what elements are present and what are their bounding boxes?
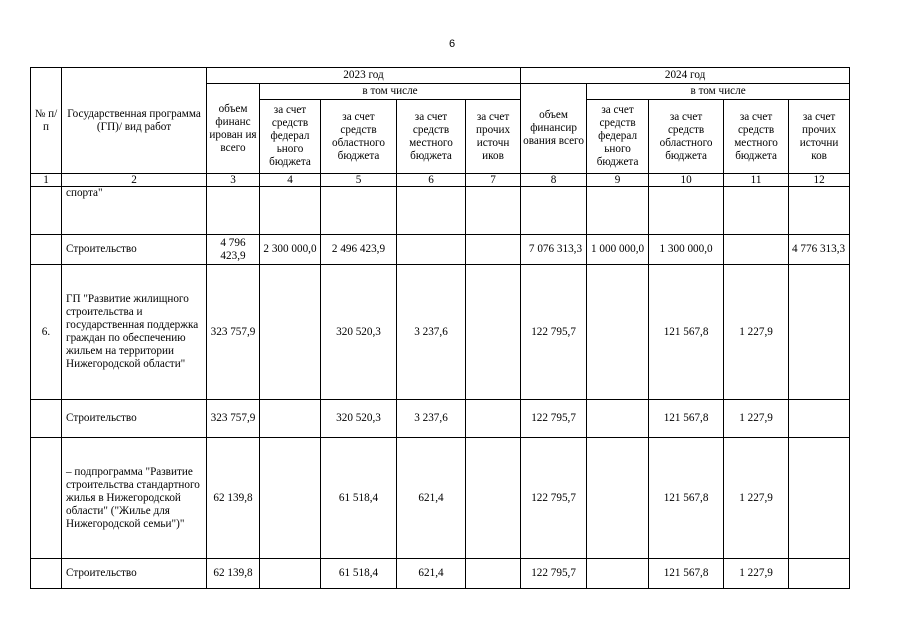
header-local-2023: за счет средств местного бюджета: [397, 100, 466, 174]
table-row: [31, 559, 850, 589]
cell: 62 139,8: [207, 559, 260, 589]
cell: 621,4: [397, 438, 466, 559]
row-num: [31, 438, 62, 559]
cell: [587, 400, 649, 438]
header-regional-2024: за счет средств областного бюджета: [649, 100, 724, 174]
cell: [397, 235, 466, 265]
cell: 320 520,3: [321, 265, 397, 400]
cell: 122 795,7: [521, 559, 587, 589]
table-row: [31, 187, 850, 235]
col-index: 8: [521, 174, 587, 187]
row-num: [31, 559, 62, 589]
cell: 122 795,7: [521, 400, 587, 438]
header-year-2023: 2023 год: [207, 68, 521, 84]
cell: 621,4: [397, 559, 466, 589]
cell: 1 227,9: [724, 265, 789, 400]
header-num: № п/п: [31, 68, 62, 174]
cell: 121 567,8: [649, 438, 724, 559]
cell: 1 000 000,0: [587, 235, 649, 265]
cell: [587, 438, 649, 559]
cell: [466, 559, 521, 589]
cell: [789, 265, 850, 400]
cell: 62 139,8: [207, 438, 260, 559]
cell: 1 227,9: [724, 559, 789, 589]
cell: [260, 265, 321, 400]
cell: [466, 235, 521, 265]
header-regional-2023: за счет средств областного бюджета: [321, 100, 397, 174]
cell: [789, 559, 850, 589]
cell: [466, 187, 521, 235]
header-other-2023: за счет прочих источн иков: [466, 100, 521, 174]
row-name: спорта": [62, 187, 207, 235]
col-index: 9: [587, 174, 649, 187]
col-index: 7: [466, 174, 521, 187]
col-index: 2: [62, 174, 207, 187]
cell: [724, 187, 789, 235]
cell: 1 227,9: [724, 400, 789, 438]
row-name: Строительство: [62, 400, 207, 438]
cell: [321, 187, 397, 235]
cell: 1 227,9: [724, 438, 789, 559]
cell: 3 237,6: [397, 400, 466, 438]
cell: 61 518,4: [321, 559, 397, 589]
table-row: [31, 265, 850, 400]
table-row: [31, 235, 850, 265]
row-num: [31, 187, 62, 235]
row-num: [31, 235, 62, 265]
column-index-row: [31, 174, 850, 187]
row-name: – подпрограмма "Развитие строительства стандартного жилья в Нижегородской области" ("Жилье для Нижегородской семьи")": [62, 438, 207, 559]
cell: [587, 187, 649, 235]
cell: [260, 400, 321, 438]
cell: [724, 235, 789, 265]
col-index: 1: [31, 174, 62, 187]
cell: [521, 187, 587, 235]
header-federal-2024: за счет средств федерал ьного бюджета: [587, 100, 649, 174]
cell: 121 567,8: [649, 400, 724, 438]
col-index: 11: [724, 174, 789, 187]
header-incl-2024: в том числе: [587, 84, 850, 100]
cell: 4 796 423,9: [207, 235, 260, 265]
header-total-2024: объем финансир ования всего: [521, 84, 587, 174]
col-index: 10: [649, 174, 724, 187]
cell: [207, 187, 260, 235]
header-year-2024: 2024 год: [521, 68, 850, 84]
cell: 320 520,3: [321, 400, 397, 438]
header-other-2024: за счет прочих источни ков: [789, 100, 850, 174]
cell: 2 496 423,9: [321, 235, 397, 265]
cell: 3 237,6: [397, 265, 466, 400]
cell: [789, 438, 850, 559]
header-program: Государственная программа (ГП)/ вид работ: [62, 68, 207, 174]
col-index: 5: [321, 174, 397, 187]
col-index: 3: [207, 174, 260, 187]
cell: 2 300 000,0: [260, 235, 321, 265]
header-incl-2023: в том числе: [260, 84, 521, 100]
cell: [649, 187, 724, 235]
header-federal-2023: за счет средств федерал ьного бюджета: [260, 100, 321, 174]
cell: [466, 400, 521, 438]
col-index: 6: [397, 174, 466, 187]
cell: [260, 187, 321, 235]
cell: 7 076 313,3: [521, 235, 587, 265]
col-index: 4: [260, 174, 321, 187]
cell: 122 795,7: [521, 438, 587, 559]
col-index: 12: [789, 174, 850, 187]
cell: 323 757,9: [207, 400, 260, 438]
cell: 1 300 000,0: [649, 235, 724, 265]
financing-table: [30, 67, 850, 589]
header-total-2023: объем финанс ирован ия всего: [207, 84, 260, 174]
table-row: [31, 438, 850, 559]
page-number: 6: [448, 38, 456, 50]
cell: [466, 265, 521, 400]
cell: [397, 187, 466, 235]
row-name: Строительство: [62, 559, 207, 589]
cell: 323 757,9: [207, 265, 260, 400]
cell: [587, 559, 649, 589]
row-num: 6.: [31, 265, 62, 400]
cell: [587, 265, 649, 400]
table-row: [31, 400, 850, 438]
cell: [466, 438, 521, 559]
row-num: [31, 400, 62, 438]
cell: 122 795,7: [521, 265, 587, 400]
cell: [260, 559, 321, 589]
cell: 121 567,8: [649, 559, 724, 589]
cell: [789, 400, 850, 438]
cell: [789, 187, 850, 235]
cell: 61 518,4: [321, 438, 397, 559]
header-local-2024: за счет средств местного бюджета: [724, 100, 789, 174]
row-name: Строительство: [62, 235, 207, 265]
cell: [260, 438, 321, 559]
row-name: ГП "Развитие жилищного строительства и государственная поддержка граждан по обеспечению жильем на территории Нижегородской области": [62, 265, 207, 400]
cell: 121 567,8: [649, 265, 724, 400]
cell: 4 776 313,3: [789, 235, 850, 265]
